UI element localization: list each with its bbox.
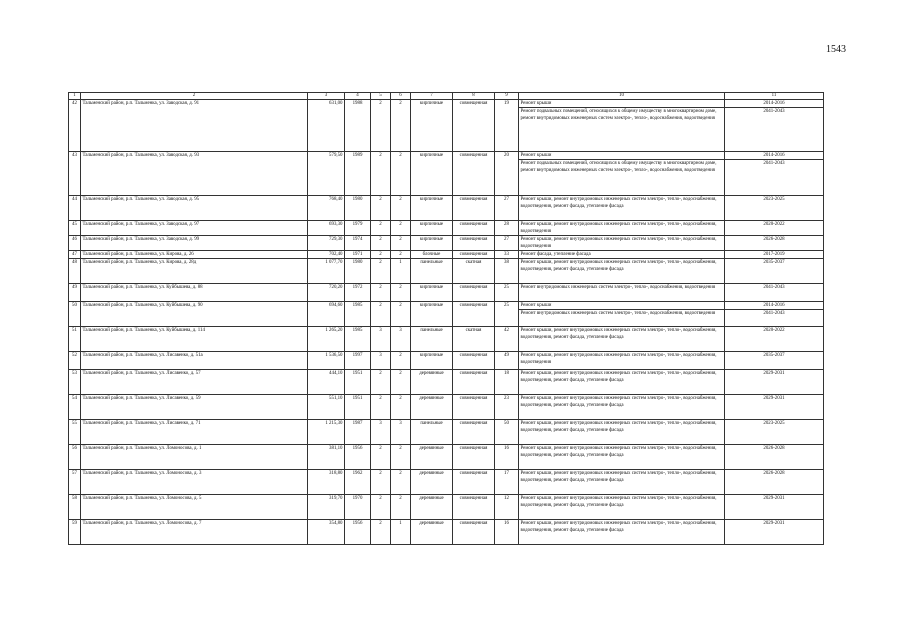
works-cell — [519, 327, 725, 352]
address-cell: Тальменский район, р.п. Тальменка, ул. Заводская, д. 91 — [81, 100, 308, 152]
entrances-cell: 1 — [391, 259, 411, 284]
wear-cell: 38 — [495, 259, 519, 284]
column-header: 10 — [519, 93, 725, 100]
year-cell: 1979 — [345, 221, 371, 236]
work-period: 2020-2022 — [763, 328, 785, 333]
address-cell: Тальменский район, р.п. Тальменка, ул. Куйбышева, д. 114 — [81, 327, 308, 352]
entrances-cell: 2 — [391, 196, 411, 221]
walls-cell: блочные — [411, 251, 453, 259]
area-cell: 319,70 — [308, 495, 345, 520]
works-cell — [519, 251, 725, 259]
roof-cell: совмещенная — [453, 100, 495, 152]
table-row — [69, 445, 824, 470]
works-cell — [519, 370, 725, 395]
entrances-cell: 2 — [391, 470, 411, 495]
address-cell: Тальменский район, р.п. Тальменка, ул. Заводская, д. 95 — [81, 196, 308, 221]
year-cell: 1988 — [345, 100, 371, 152]
area-cell: 579,50 — [308, 152, 345, 196]
work-period: 2041-2043 — [725, 159, 823, 167]
row-number: 54 — [69, 395, 81, 420]
work-description: Ремонт крыши, ремонт внутридомовых инженерных систем электро-, тепло-, водоснабжения, водоотведения, ремонт фасада, утепление фасада — [520, 260, 717, 272]
work-period: 2029-2031 — [763, 496, 785, 501]
works-cell — [519, 152, 725, 196]
wear-cell: 49 — [495, 352, 519, 370]
year-cell: 1974 — [345, 236, 371, 251]
year-cell: 1989 — [345, 152, 371, 196]
floors-cell: 2 — [371, 370, 391, 395]
column-number-row — [69, 93, 824, 100]
table-row — [69, 236, 824, 251]
entrances-cell: 2 — [391, 370, 411, 395]
address-cell: Тальменский район, р.п. Тальменка, ул. Лисавенко, д. 57 — [81, 370, 308, 395]
walls-cell: кирпичные — [411, 152, 453, 196]
floors-cell: 3 — [371, 420, 391, 445]
table-row — [69, 470, 824, 495]
roof-cell: совмещенная — [453, 370, 495, 395]
row-number: 59 — [69, 520, 81, 545]
year-cell: 1980 — [345, 196, 371, 221]
walls-cell: панельные — [411, 327, 453, 352]
wear-cell: 23 — [495, 395, 519, 420]
roof-cell: совмещенная — [453, 236, 495, 251]
address-cell: Тальменский район, р.п. Тальменка, ул. Кирова, д. 28д — [81, 259, 308, 284]
year-cell: 1972 — [345, 284, 371, 302]
walls-cell: деревянные — [411, 395, 453, 420]
floors-cell: 2 — [371, 221, 391, 236]
address-cell: Тальменский район, р.п. Тальменка, ул. Лисавенко, д. 71 — [81, 420, 308, 445]
work-description: Ремонт крыши, ремонт внутридомовых инженерных систем электро-, тепло-, водоснабжения, водоотведения, ремонт фасада, утепление фасада — [520, 446, 717, 458]
work-period: 2041-2043 — [763, 285, 785, 290]
floors-cell: 2 — [371, 236, 391, 251]
work-period: 2014-2016 — [763, 303, 785, 308]
period-cell — [725, 196, 824, 221]
period-cell — [725, 420, 824, 445]
walls-cell: панельные — [411, 259, 453, 284]
row-number: 45 — [69, 221, 81, 236]
wear-cell: 50 — [495, 420, 519, 445]
work-description: Ремонт крыши, ремонт внутридомовых инженерных систем электро-, тепло-, водоснабжения, водоотведения, ремонт фасада, утепление фасада — [520, 396, 717, 408]
area-cell: 768,40 — [308, 196, 345, 221]
walls-cell: деревянные — [411, 495, 453, 520]
row-number: 49 — [69, 284, 81, 302]
walls-cell: кирпичные — [411, 352, 453, 370]
roof-cell: совмещенная — [453, 470, 495, 495]
entrances-cell: 2 — [391, 302, 411, 327]
table-row — [69, 327, 824, 352]
roof-cell: совмещенная — [453, 284, 495, 302]
table-row — [69, 420, 824, 445]
entrances-cell: 2 — [391, 152, 411, 196]
table-row — [69, 152, 824, 196]
wear-cell: 17 — [495, 470, 519, 495]
work-description: Ремонт крыши, ремонт внутридомовых инженерных систем электро-, тепло-, водоснабжения, водоотведения — [520, 222, 717, 234]
entrances-cell: 2 — [391, 395, 411, 420]
area-cell: 381,10 — [308, 445, 345, 470]
period-cell — [725, 302, 824, 327]
housing-registry-table — [68, 92, 824, 545]
work-description: Ремонт крыши, ремонт внутридомовых инженерных систем электро-, тепло-, водоснабжения, водоотведения, ремонт фасада, утепление фасада — [520, 371, 717, 383]
period-cell — [725, 395, 824, 420]
year-cell: 1971 — [345, 251, 371, 259]
year-cell: 1997 — [345, 352, 371, 370]
roof-cell: совмещенная — [453, 221, 495, 236]
wear-cell: 25 — [495, 302, 519, 327]
floors-cell: 2 — [371, 395, 391, 420]
works-cell — [519, 495, 725, 520]
work-period: 2029-2031 — [763, 371, 785, 376]
work-description: Ремонт подвальных помещений, относящихся к общему имуществу в многоквартирном доме, ремонт внутридомовых инженерных систем электро-, тепло-, водоснабжения, водоотведения — [519, 107, 724, 122]
work-description: Ремонт крыши — [520, 303, 552, 308]
walls-cell: деревянные — [411, 470, 453, 495]
table-row — [69, 100, 824, 152]
work-description: Ремонт крыши, ремонт внутридомовых инженерных систем электро-, тепло-, водоснабжения, водоотведения, ремонт фасада, утепление фасада — [520, 421, 717, 433]
period-cell — [725, 259, 824, 284]
entrances-cell: 2 — [391, 445, 411, 470]
roof-cell: совмещенная — [453, 445, 495, 470]
roof-cell: совмещенная — [453, 302, 495, 327]
work-description: Ремонт фасада, утепление фасада — [520, 252, 591, 257]
period-cell — [725, 495, 824, 520]
table-row — [69, 284, 824, 302]
row-number: 46 — [69, 236, 81, 251]
period-cell — [725, 370, 824, 395]
area-cell: 631,00 — [308, 100, 345, 152]
work-description: Ремонт крыши — [520, 101, 552, 106]
area-cell: 551,10 — [308, 395, 345, 420]
works-cell — [519, 520, 725, 545]
wear-cell: 28 — [495, 221, 519, 236]
works-cell — [519, 196, 725, 221]
address-cell: Тальменский район, р.п. Тальменка, ул. Заводская, д. 97 — [81, 221, 308, 236]
entrances-cell: 3 — [391, 420, 411, 445]
registry-body — [69, 100, 824, 545]
works-cell — [519, 395, 725, 420]
floors-cell: 3 — [371, 327, 391, 352]
table-row — [69, 196, 824, 221]
year-cell: 1987 — [345, 420, 371, 445]
column-header: 3 — [308, 93, 345, 100]
address-cell: Тальменский район, р.п. Тальменка, ул. Куйбышева, д. 88 — [81, 284, 308, 302]
area-cell: 693,30 — [308, 221, 345, 236]
entrances-cell: 1 — [391, 520, 411, 545]
row-number: 48 — [69, 259, 81, 284]
area-cell: 694,60 — [308, 302, 345, 327]
works-cell — [519, 284, 725, 302]
row-number: 42 — [69, 100, 81, 152]
floors-cell: 2 — [371, 445, 391, 470]
entrances-cell: 2 — [391, 495, 411, 520]
column-header: 2 — [81, 93, 308, 100]
floors-cell: 2 — [371, 520, 391, 545]
period-cell — [725, 470, 824, 495]
table-row — [69, 495, 824, 520]
floors-cell: 2 — [371, 259, 391, 284]
wear-cell: 25 — [495, 284, 519, 302]
work-description: Ремонт крыши, ремонт внутридомовых инженерных систем электро-, тепло-, водоснабжения, водоотведения, ремонт фасада, утепление фасада — [520, 521, 717, 533]
work-period: 2026-2028 — [763, 446, 785, 451]
roof-cell: совмещенная — [453, 152, 495, 196]
row-number: 51 — [69, 327, 81, 352]
roof-cell: совмещенная — [453, 196, 495, 221]
works-cell — [519, 236, 725, 251]
address-cell: Тальменский район, р.п. Тальменка, ул. Куйбышева, д. 90 — [81, 302, 308, 327]
area-cell: 729,30 — [308, 236, 345, 251]
table-row — [69, 370, 824, 395]
row-number: 55 — [69, 420, 81, 445]
row-number: 53 — [69, 370, 81, 395]
period-cell — [725, 251, 824, 259]
area-cell: 1 536,50 — [308, 352, 345, 370]
year-cell: 1951 — [345, 370, 371, 395]
period-cell — [725, 152, 824, 196]
row-number: 44 — [69, 196, 81, 221]
roof-cell: совмещенная — [453, 352, 495, 370]
table-row — [69, 221, 824, 236]
work-period: 2026-2028 — [763, 471, 785, 476]
walls-cell: деревянные — [411, 445, 453, 470]
row-number: 58 — [69, 495, 81, 520]
address-cell: Тальменский район, р.п. Тальменка, ул. Ломоносова, д. 7 — [81, 520, 308, 545]
floors-cell: 2 — [371, 100, 391, 152]
wear-cell: 12 — [495, 495, 519, 520]
walls-cell: кирпичные — [411, 221, 453, 236]
entrances-cell: 3 — [391, 327, 411, 352]
row-number: 57 — [69, 470, 81, 495]
roof-cell: совмещенная — [453, 495, 495, 520]
address-cell: Тальменский район, р.п. Тальменка, ул. Ломоносова, д. 3 — [81, 470, 308, 495]
work-period: 2029-2031 — [763, 396, 785, 401]
work-description: Ремонт внутридомовых инженерных систем электро-, тепло-, водоснабжения, водоотведения — [519, 309, 724, 317]
floors-cell: 2 — [371, 251, 391, 259]
floors-cell: 2 — [371, 196, 391, 221]
wear-cell: 33 — [495, 251, 519, 259]
address-cell: Тальменский район, р.п. Тальменка, ул. Лисавенко, д. 59 — [81, 395, 308, 420]
walls-cell: деревянные — [411, 520, 453, 545]
works-cell — [519, 470, 725, 495]
entrances-cell: 2 — [391, 284, 411, 302]
table-row — [69, 302, 824, 327]
wear-cell: 16 — [495, 445, 519, 470]
table-row — [69, 259, 824, 284]
address-cell: Тальменский район, р.п. Тальменка, ул. Заводская, д. 99 — [81, 236, 308, 251]
walls-cell: кирпичные — [411, 284, 453, 302]
work-period: 2014-2016 — [763, 153, 785, 158]
period-cell — [725, 100, 824, 152]
address-cell: Тальменский район, р.п. Тальменка, ул. Заводская, д. 93 — [81, 152, 308, 196]
year-cell: 1951 — [345, 395, 371, 420]
wear-cell: 16 — [495, 520, 519, 545]
wear-cell: 20 — [495, 152, 519, 196]
row-number: 50 — [69, 302, 81, 327]
work-period: 2029-2031 — [763, 521, 785, 526]
walls-cell: кирпичные — [411, 196, 453, 221]
work-description: Ремонт крыши, ремонт внутридомовых инженерных систем электро-, тепло-, водоснабжения, водоотведения — [520, 353, 717, 365]
entrances-cell: 2 — [391, 100, 411, 152]
wear-cell: 27 — [495, 196, 519, 221]
year-cell: 1956 — [345, 445, 371, 470]
roof-cell: совмещенная — [453, 251, 495, 259]
floors-cell: 2 — [371, 470, 391, 495]
works-cell — [519, 445, 725, 470]
work-description: Ремонт крыши, ремонт внутридомовых инженерных систем электро-, тепло-, водоснабжения, водоотведения, ремонт фасада, утепление фасада — [520, 496, 717, 508]
walls-cell: кирпичные — [411, 302, 453, 327]
work-period: 2014-2016 — [763, 101, 785, 106]
column-header: 1 — [69, 93, 81, 100]
work-period: 2041-2043 — [725, 107, 823, 115]
address-cell: Тальменский район, р.п. Тальменка, ул. Лисавенко, д. 51а — [81, 352, 308, 370]
area-cell: 1 077,70 — [308, 259, 345, 284]
year-cell: 1970 — [345, 495, 371, 520]
entrances-cell: 2 — [391, 251, 411, 259]
work-period: 2023-2025 — [763, 197, 785, 202]
work-period: 2026-2028 — [763, 237, 785, 242]
table-row — [69, 352, 824, 370]
work-description: Ремонт крыши — [520, 153, 552, 158]
walls-cell: кирпичные — [411, 100, 453, 152]
entrances-cell: 2 — [391, 221, 411, 236]
works-cell — [519, 420, 725, 445]
work-period: 2017-2019 — [763, 252, 785, 257]
works-cell — [519, 100, 725, 152]
period-cell — [725, 520, 824, 545]
row-number: 43 — [69, 152, 81, 196]
year-cell: 1985 — [345, 302, 371, 327]
work-description: Ремонт подвальных помещений, относящихся к общему имуществу в многоквартирном доме, ремонт внутридомовых инженерных систем электро-, тепло-, водоснабжения, водоотведения — [519, 159, 724, 174]
year-cell: 1962 — [345, 470, 371, 495]
table-row — [69, 395, 824, 420]
period-cell — [725, 445, 824, 470]
address-cell: Тальменский район, р.п. Тальменка, ул. Кирова, д. 26 — [81, 251, 308, 259]
address-cell: Тальменский район, р.п. Тальменка, ул. Ломоносова, д. 5 — [81, 495, 308, 520]
floors-cell: 2 — [371, 284, 391, 302]
walls-cell: деревянные — [411, 370, 453, 395]
work-period: 2041-2043 — [725, 309, 823, 317]
floors-cell: 2 — [371, 152, 391, 196]
year-cell: 1980 — [345, 259, 371, 284]
roof-cell: совмещенная — [453, 420, 495, 445]
period-cell — [725, 352, 824, 370]
area-cell: 318,80 — [308, 470, 345, 495]
wear-cell: 18 — [495, 370, 519, 395]
table-row — [69, 251, 824, 259]
roof-cell: совмещенная — [453, 520, 495, 545]
work-description: Ремонт крыши, ремонт внутридомовых инженерных систем электро-, тепло-, водоснабжения, водоотведения, ремонт фасада, утепление фасада — [520, 471, 717, 483]
wear-cell: 42 — [495, 327, 519, 352]
row-number: 56 — [69, 445, 81, 470]
column-header: 7 — [411, 93, 453, 100]
work-description: Ремонт крыши, ремонт внутридомовых инженерных систем электро-, тепло-, водоснабжения, водоотведения, ремонт фасада, утепление фасада — [520, 328, 717, 340]
floors-cell: 2 — [371, 495, 391, 520]
works-cell — [519, 302, 725, 327]
area-cell: 444,10 — [308, 370, 345, 395]
entrances-cell: 2 — [391, 236, 411, 251]
row-number: 52 — [69, 352, 81, 370]
column-header: 9 — [495, 93, 519, 100]
work-description: Ремонт внутридомовых инженерных систем электро-, тепло-, водоснабжения, водоотведения — [520, 285, 716, 290]
entrances-cell: 2 — [391, 352, 411, 370]
period-cell — [725, 284, 824, 302]
period-cell — [725, 221, 824, 236]
period-cell — [725, 327, 824, 352]
works-cell — [519, 221, 725, 236]
work-period: 2023-2025 — [763, 421, 785, 426]
area-cell: 1 215,30 — [308, 420, 345, 445]
year-cell: 1985 — [345, 327, 371, 352]
column-header: 5 — [371, 93, 391, 100]
roof-cell: скатная — [453, 259, 495, 284]
roof-cell: совмещенная — [453, 395, 495, 420]
table-row — [69, 520, 824, 545]
work-period: 2035-2037 — [763, 260, 785, 265]
area-cell: 702,40 — [308, 251, 345, 259]
roof-cell: скатная — [453, 327, 495, 352]
area-cell: 720,20 — [308, 284, 345, 302]
floors-cell: 2 — [371, 302, 391, 327]
page-number: 1543 — [826, 44, 846, 55]
wear-cell: 27 — [495, 236, 519, 251]
work-description: Ремонт крыши, ремонт внутридомовых инженерных систем электро-, тепло-, водоснабжения, водоотведения, ремонт фасада, утепление фасада — [520, 197, 717, 209]
area-cell: 1 265,20 — [308, 327, 345, 352]
walls-cell: кирпичные — [411, 236, 453, 251]
row-number: 47 — [69, 251, 81, 259]
works-cell — [519, 352, 725, 370]
walls-cell: панельные — [411, 420, 453, 445]
year-cell: 1956 — [345, 520, 371, 545]
column-header: 6 — [391, 93, 411, 100]
column-header: 11 — [725, 93, 824, 100]
work-description: Ремонт крыши, ремонт внутридомовых инженерных систем электро-, тепло-, водоснабжения, водоотведения — [520, 237, 717, 249]
wear-cell: 19 — [495, 100, 519, 152]
area-cell: 354,80 — [308, 520, 345, 545]
period-cell — [725, 236, 824, 251]
floors-cell: 3 — [371, 352, 391, 370]
works-cell — [519, 259, 725, 284]
column-header: 8 — [453, 93, 495, 100]
address-cell: Тальменский район, р.п. Тальменка, ул. Ломоносова, д. 1 — [81, 445, 308, 470]
column-header: 4 — [345, 93, 371, 100]
work-period: 2020-2022 — [763, 222, 785, 227]
work-period: 2035-2037 — [763, 353, 785, 358]
